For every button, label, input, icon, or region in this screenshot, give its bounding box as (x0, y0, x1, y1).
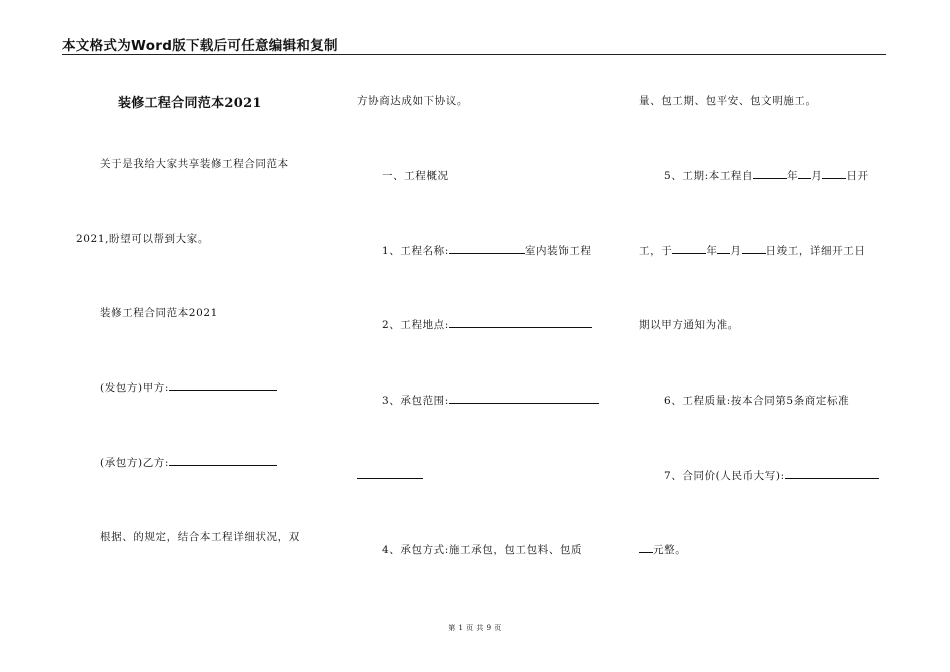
item-3-label: 3、承包范围: (382, 395, 449, 407)
item-5-line-2 (639, 243, 865, 258)
end-year-unit: 年 (706, 245, 718, 257)
start-year-blank (753, 168, 787, 179)
intro-line-1: 关于是我给大家共享装修工程合同范本 (100, 158, 289, 170)
start-month-blank (798, 168, 811, 179)
header-title: 本文格式为Word版下载后可任意编辑和复制 (62, 38, 338, 54)
item-3-continuation (357, 468, 423, 482)
end-month-blank (717, 243, 730, 254)
item-1-value: 室内装饰工程 (524, 245, 592, 257)
item-7-end: 元整。 (653, 544, 687, 556)
item-3-line (382, 393, 599, 408)
party-b-blank (169, 455, 277, 466)
item-7-label: 7、合同价(人民币大写): (664, 470, 785, 482)
start-day-blank (822, 168, 846, 179)
item-5-label: 5、工期:本工程自 (664, 170, 754, 182)
end-month-unit: 月 (730, 245, 742, 257)
intro-line-2: 2021,盼望可以帮到大家。 (76, 233, 209, 245)
document-title: 装修工程合同范本2021 (118, 96, 262, 111)
party-b-line (100, 455, 277, 470)
item-4-line: 4、承包方式:施工承包，包工包料、包质 (382, 544, 583, 556)
party-b-label: (承包方)乙方: (100, 457, 170, 469)
contract-subtitle: 装修工程合同范本2021 (100, 307, 218, 319)
end-year-blank (672, 243, 706, 254)
page-footer: 第 1 页 共 9 页 (448, 624, 502, 632)
start-year-unit: 年 (787, 170, 799, 182)
section-1-heading: 一、工程概况 (382, 170, 449, 182)
item-7-line-2 (639, 542, 686, 557)
end-day-blank (742, 243, 766, 254)
item-7-blank-2 (639, 542, 653, 553)
page-header (62, 34, 886, 55)
start-day-unit: 日开 (846, 170, 869, 182)
party-a-blank (169, 380, 277, 391)
start-month-unit: 月 (811, 170, 823, 182)
end-prefix: 工，于 (639, 245, 673, 257)
basis-line: 根据、的规定，结合本工程详细状况，双 (100, 531, 300, 543)
item-5-line-1 (664, 168, 869, 183)
item-5-line-3: 期以甲方通知为准。 (639, 319, 739, 331)
item-7-line (664, 468, 879, 483)
item-1-label: 1、工程名称: (382, 245, 449, 257)
col2-continuation: 方协商达成如下协议。 (357, 95, 468, 107)
item-3-blank (449, 393, 599, 404)
item-2-blank (449, 317, 592, 328)
item-1-blank (449, 243, 525, 254)
item-2-label: 2、工程地点: (382, 319, 449, 331)
item-2-line (382, 317, 592, 332)
item-3-blank-2 (357, 468, 423, 479)
end-day-text: 日竣工，详细开工日 (765, 245, 866, 257)
item-1-line (382, 243, 592, 258)
col3-continuation: 量、包工期、包平安、包文明施工。 (639, 95, 817, 107)
item-6-line: 6、工程质量:按本合同第5条商定标准 (664, 395, 850, 407)
party-a-line (100, 380, 277, 395)
item-7-blank (785, 468, 879, 479)
party-a-label: (发包方)甲方: (100, 382, 170, 394)
